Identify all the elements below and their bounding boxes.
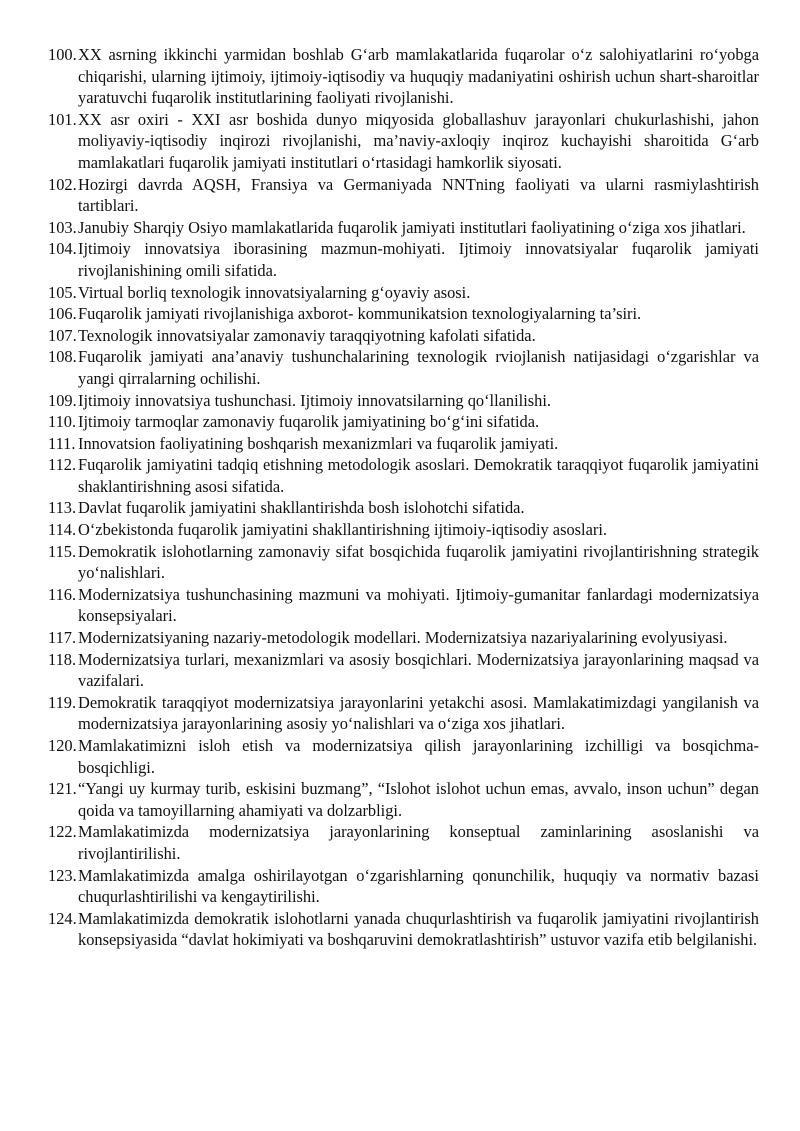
item-text: Modernizatsiya tushunchasining mazmuni va mohiyati. Ijtimoiy-gumanitar fanlardagi modernizatsiya konsepsiyalari. xyxy=(78,584,759,626)
item-number: 124. xyxy=(48,908,77,928)
item-number: 100. xyxy=(48,45,77,64)
item-text: Modernizatsiya turlari, mexanizmlari va asosiy bosqichlari. Modernizatsiya jarayonlarining maqsad va vazifalari. xyxy=(78,649,759,691)
list-item xyxy=(48,109,759,174)
item-text: Modernizatsiyaning nazariy-metodologik modellari. Modernizatsiya nazariyalarining evolyusiyasi. xyxy=(78,628,728,648)
list-item xyxy=(48,865,759,908)
list-item xyxy=(48,454,759,497)
item-number: 109. xyxy=(48,390,77,410)
item-text: Fuqarolik jamiyati ana’anaviy tushunchalarining texnologik rviojlanish natijasidagi o‘zgarishlar va yangi qirralarning ochilishi. xyxy=(78,347,759,388)
item-text: Mamlakatimizni isloh etish va modernizatsiya qilish jarayonlarining izchilligi va bosqichma-bosqichligi. xyxy=(78,736,759,777)
item-number: 105. xyxy=(48,282,77,302)
item-number: 112. xyxy=(48,455,77,475)
list-item xyxy=(48,346,759,389)
list-item xyxy=(48,735,759,778)
item-number: 106. xyxy=(48,304,77,324)
item-text: Davlat fuqarolik jamiyatini shakllantirishda bosh islohotchi sifatida. xyxy=(78,498,525,518)
item-number: 123. xyxy=(48,865,77,885)
list-item xyxy=(48,584,759,627)
item-text: Demokratik islohotlarning zamonaviy sifat bosqichida fuqarolik jamiyatini rivojlantirishning strategik yo‘nalishlari. xyxy=(78,541,759,583)
list-item xyxy=(48,541,759,584)
list-item xyxy=(48,390,759,412)
item-number: 108. xyxy=(48,347,77,367)
item-text: Janubiy Sharqiy Osiyo mamlakatlarida fuqarolik jamiyati institutlari faoliyatining o‘ziga xos jihatlari. xyxy=(78,217,746,237)
item-text: XX asrning ikkinchi yarmidan boshlab G‘arb mamlakatlarida fuqarolar o‘z salohiyatlarini ro‘yobga chiqarishi, ularning ijtimoiy, ijtimoiy-iqtisodiy va huquqiy madaniyatini oshirish uchun shart-sharoitlar yaratuvchi fuqarolik institutlarining faoliyati rivojlanishi. xyxy=(78,45,759,108)
item-number: 104. xyxy=(48,239,77,259)
item-number: 110. xyxy=(48,412,77,432)
item-number: 107. xyxy=(48,325,77,345)
item-number: 114. xyxy=(48,520,77,540)
item-text: Fuqarolik jamiyatini tadqiq etishning metodologik asoslari. Demokratik taraqqiyot fuqarolik jamiyatini shaklantirishning asosi sifatida. xyxy=(78,455,759,496)
item-text: Fuqarolik jamiyati rivojlanishiga axborot- kommunikatsion texnologiyalarning ta’siri. xyxy=(78,304,642,324)
item-text: Mamlakatimizda amalga oshirilayotgan o‘zgarishlarning qonunchilik, huquqiy va normativ bazasi chuqurlashtirilishi va kengaytirilishi. xyxy=(78,865,759,907)
item-text: Mamlakatimizda demokratik islohotlarni yanada chuqurlashtirish va fuqarolik jamiyatini rivojlantirish konsepsiyasida “davlat hokimiyati va boshqaruvini demokratlashtirish” ustuvor vazifa etib belgilanishi. xyxy=(78,908,759,950)
list-item xyxy=(48,519,759,541)
item-number: 119. xyxy=(48,692,77,712)
item-number: 111. xyxy=(48,433,76,453)
list-item xyxy=(48,497,759,519)
item-number: 118. xyxy=(48,649,77,669)
list-item xyxy=(48,908,759,951)
item-number: 101. xyxy=(48,109,77,129)
item-number: 121. xyxy=(48,779,77,799)
item-number: 115. xyxy=(48,541,77,561)
list-item xyxy=(48,174,759,217)
item-number: 117. xyxy=(48,628,77,648)
item-text: Ijtimoiy innovatsiya tushunchasi. Ijtimoiy innovatsilarning qo‘llanilishi. xyxy=(78,390,552,410)
item-text: Innovatsion faoliyatining boshqarish mexanizmlari va fuqarolik jamiyati. xyxy=(78,433,559,453)
list-item xyxy=(48,627,759,649)
list-item xyxy=(48,411,759,433)
list-item xyxy=(48,649,759,692)
item-number: 122. xyxy=(48,822,77,842)
item-text: Ijtimoiy tarmoqlar zamonaviy fuqarolik jamiyatining bo‘g‘ini sifatida. xyxy=(78,412,540,432)
item-text: Virtual borliq texnologik innovatsiyalarning g‘oyaviy asosi. xyxy=(78,282,471,302)
item-text: Texnologik innovatsiyalar zamonaviy taraqqiyotning kafolati sifatida. xyxy=(78,325,536,345)
item-number: 102. xyxy=(48,174,77,194)
item-text: XX asr oxiri - XXI asr boshida dunyo miqyosida globallashuv jarayonlari chukurlashishi, jahon moliyaviy-iqtisodiy inqirozi rivojlanishi, ma’naviy-axloqiy inqiroz kuchayishi sharoitida G‘arb mamlakatlari fuqarolik jamiyati institutlari o‘rtasidagi hamkorlik siyosati. xyxy=(78,109,759,172)
item-number: 113. xyxy=(48,498,77,518)
item-text: “Yangi uy kurmay turib, eskisini buzmang”, “Islohot islohot uchun emas, avvalo, inson uchun” degan qoida va tamoyillarning ahamiyati va dolzarbligi. xyxy=(78,779,759,820)
list-item xyxy=(48,303,759,325)
item-text: Mamlakatimizda modernizatsiya jarayonlarining konseptual zaminlarining asoslanishi va rivojlantirilishi. xyxy=(78,822,759,863)
list-item xyxy=(48,44,759,109)
list-item xyxy=(48,778,759,821)
list-item xyxy=(48,821,759,864)
list-item xyxy=(48,238,759,281)
list-item xyxy=(48,217,759,239)
list-item xyxy=(48,282,759,304)
item-text: O‘zbekistonda fuqarolik jamiyatini shakllantirishning ijtimoiy-iqtisodiy asoslari. xyxy=(78,520,607,540)
item-text: Hozirgi davrda AQSH, Fransiya va Germaniyada NNTning faoliyati va ularni rasmiylashtirish tartiblari. xyxy=(78,174,759,216)
question-list xyxy=(48,44,759,951)
list-item xyxy=(48,325,759,347)
list-item xyxy=(48,692,759,735)
item-text: Ijtimoiy innovatsiya iborasining mazmun-mohiyati. Ijtimoiy innovatsiyalar fuqarolik jamiyati rivojlanishining omili sifatida. xyxy=(78,239,759,280)
item-number: 116. xyxy=(48,584,77,604)
item-text: Demokratik taraqqiyot modernizatsiya jarayonlarini yetakchi asosi. Mamlakatimizdagi yangilanish va modernizatsiya jarayonlarining asosiy yo‘nalishlari va o‘ziga xos jihatlari. xyxy=(78,692,759,734)
item-number: 120. xyxy=(48,736,77,755)
list-item xyxy=(48,433,759,455)
item-number: 103. xyxy=(48,217,77,237)
